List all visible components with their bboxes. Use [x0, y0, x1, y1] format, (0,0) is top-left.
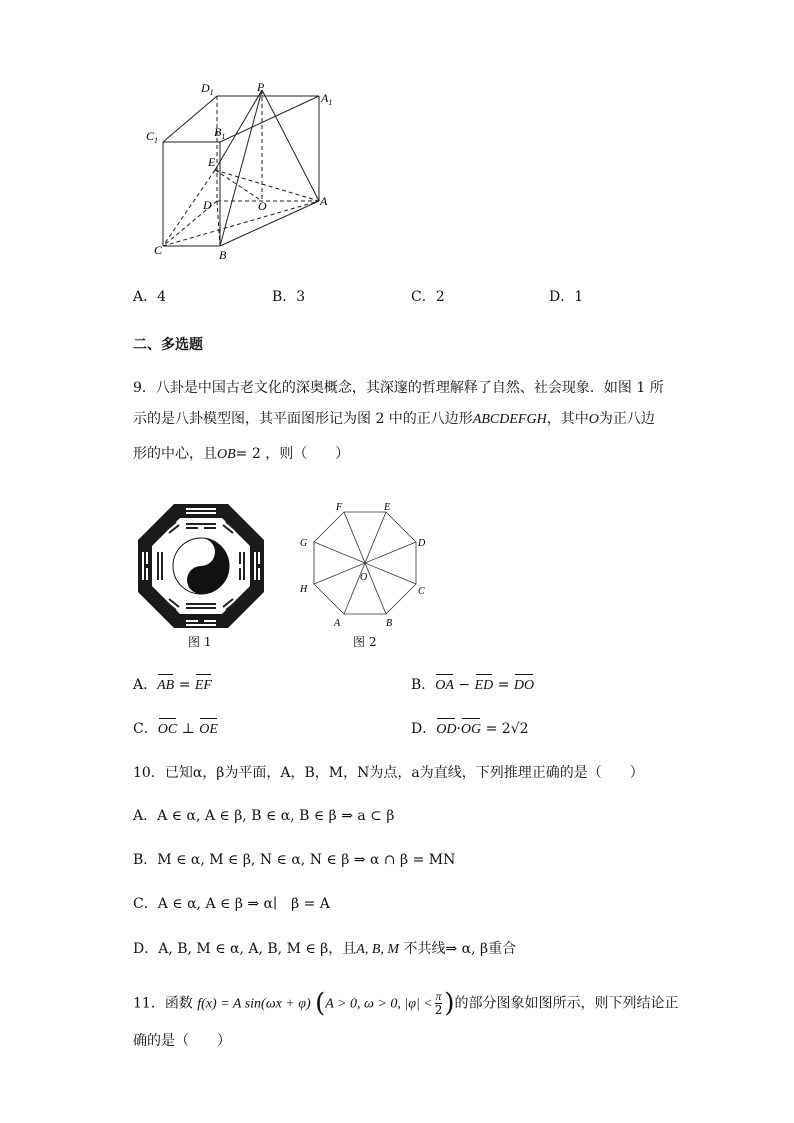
label-O: O [258, 199, 267, 213]
label-C1: $C_1$ [146, 129, 159, 145]
oct-label-C: C [418, 586, 425, 597]
q10-option-c[interactable]: C．A ∈ α, A ∈ β ⇒ α∣ β = A [133, 896, 330, 912]
q10-option-d[interactable]: D．A, B, M ∈ α, A, B, M ∈ β，且A, B, M 不共线⇒ α, β重合 [133, 941, 517, 957]
bagua-figure [136, 502, 266, 630]
oct-label-H: H [300, 584, 308, 595]
label-B: B [219, 248, 227, 262]
cuboid-figure [140, 78, 340, 268]
q10-option-b[interactable]: B．M ∈ α, M ∈ β, N ∈ α, N ∈ β ⇒ α ∩ β = MN [133, 852, 456, 868]
label-D1: $D_1$ [201, 81, 214, 97]
q8-option-d[interactable]: D．1 [549, 289, 584, 305]
oct-label-F: F [336, 502, 343, 513]
q10-stem: 10．已知α，β为平面，A，B，M，N为点，a为直线，下列推理正确的是（ ） [133, 765, 644, 781]
oct-label-E: E [384, 502, 391, 513]
label-D: D [203, 198, 212, 212]
q9-option-d[interactable]: D．OD·OG = 2√2 [411, 719, 529, 740]
q9-stem-line3: 形的中心，且OB= 2 ，则（ ） [133, 446, 350, 462]
q9-stem-line2: 示的是八卦模型图，其平面图形记为图 2 中的正八边形ABCDEFGH，其中O为正八边 [133, 411, 655, 427]
q8-option-b[interactable]: B．3 [272, 289, 306, 305]
label-A: A [320, 194, 328, 208]
label-B1: $B_1$ [214, 125, 226, 141]
q11-stem-line2: 确的是（ ） [133, 1033, 231, 1049]
q9-option-a[interactable]: A．AB = EF [133, 675, 212, 696]
fig2-caption: 图 2 [353, 635, 377, 649]
q8-option-c[interactable]: C．2 [411, 289, 445, 305]
label-A1: $A_1$ [321, 91, 333, 107]
q9-stem-line1: 9．八卦是中国古老文化的深奥概念，其深邃的哲理解释了自然、社会现象．如图 1 所 [133, 380, 664, 396]
q8-option-a[interactable]: A．4 [133, 289, 167, 305]
q9-option-b[interactable]: B．OA − ED = DO [411, 675, 534, 696]
oct-label-D: D [418, 538, 426, 549]
fig1-caption: 图 1 [188, 635, 212, 649]
section-title: 二、多选题 [133, 337, 203, 353]
oct-label-B: B [386, 618, 393, 629]
label-C: C [154, 243, 163, 257]
q10-option-a[interactable]: A．A ∈ α, A ∈ β, B ∈ α, B ∈ β ⇒ a ⊂ β [133, 808, 395, 824]
label-P: P [257, 80, 265, 94]
label-E: E [208, 155, 216, 169]
oct-label-A: A [334, 618, 341, 629]
oct-label-G: G [300, 538, 308, 549]
oct-label-O: O [360, 572, 368, 583]
octagon-figure [294, 502, 434, 630]
q9-option-c[interactable]: C．OC ⊥ OE [133, 719, 218, 740]
q11-stem-line1: 11．函数 f(x) = A sin(ωx + φ) (A > 0, ω > 0, |φ| < $\frac{\pi}{2}$ )的部分图象如图所示，则下列结论正 [133, 988, 679, 1019]
